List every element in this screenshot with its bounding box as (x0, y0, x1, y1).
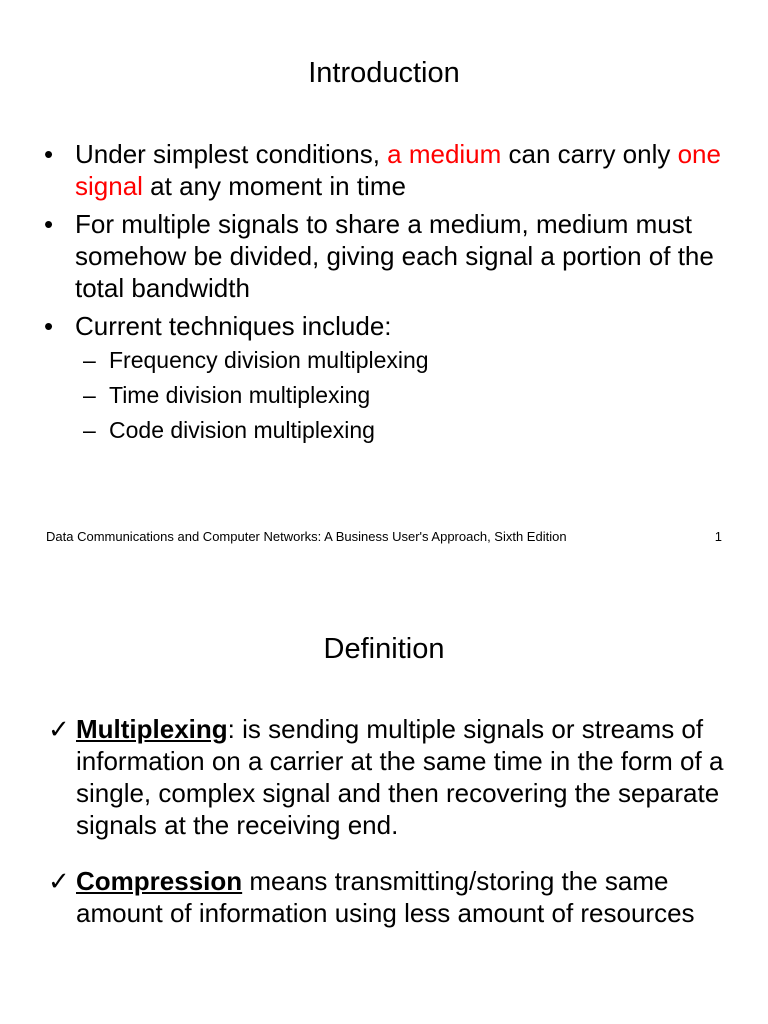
sub-bullet-item (75, 343, 744, 378)
slide-title: Definition (323, 633, 445, 665)
checkmark-icon: ✓ (48, 866, 70, 896)
bullet-list (44, 138, 744, 454)
dash-icon: – (83, 417, 96, 443)
definition-text: means transmitting/storing the same amount of information using less amount of resources (76, 866, 695, 928)
sub-bullet-text: Time division multiplexing (109, 382, 371, 408)
bullet-item (44, 208, 744, 304)
check-text (76, 714, 723, 840)
bullet-icon: • (44, 209, 54, 239)
bullet-item (44, 310, 744, 448)
dash-icon: – (83, 382, 96, 408)
highlight-text: one signal (75, 139, 721, 201)
slide-title: Introduction (308, 57, 460, 89)
highlight-text: a medium (387, 139, 502, 169)
page-number: 1 (714, 529, 722, 544)
bullet-text: For multiple signals to share a medium, medium must somehow be divided, giving each signal a portion of the total bandwidth (75, 209, 714, 303)
footer-source: Data Communications and Computer Networks: A Business User's Approach, Sixth Edition (46, 529, 567, 544)
term-compression: Compression (76, 866, 243, 896)
bullet-text (75, 139, 721, 201)
check-item (48, 713, 728, 841)
text-segment: Under simplest conditions, (75, 139, 388, 169)
check-text (76, 866, 695, 928)
bullet-item (44, 138, 744, 202)
sub-bullet-text: Frequency division multiplexing (109, 347, 429, 373)
sub-bullet-text: Code division multiplexing (109, 417, 375, 443)
text-segment: at any moment in time (142, 171, 406, 201)
text-segment: can carry only (501, 139, 678, 169)
slide-definition (0, 576, 768, 1024)
bullet-icon: • (44, 311, 54, 341)
bullet-icon: • (44, 139, 54, 169)
check-item (48, 865, 728, 929)
bullet-text: Current techniques include: (75, 311, 392, 341)
dash-icon: – (83, 347, 96, 373)
definition-text: : is sending multiple signals or streams of information on a carrier at the same time in the form of a single, complex signal and then recovering the separate signals at the receiving end. (76, 714, 724, 840)
checklist (48, 713, 728, 953)
sub-bullet-item (75, 378, 744, 413)
term-multiplexing: Multiplexing (76, 714, 228, 744)
sub-bullet-list (75, 343, 744, 448)
sub-bullet-item (75, 413, 744, 448)
checkmark-icon: ✓ (48, 714, 70, 744)
